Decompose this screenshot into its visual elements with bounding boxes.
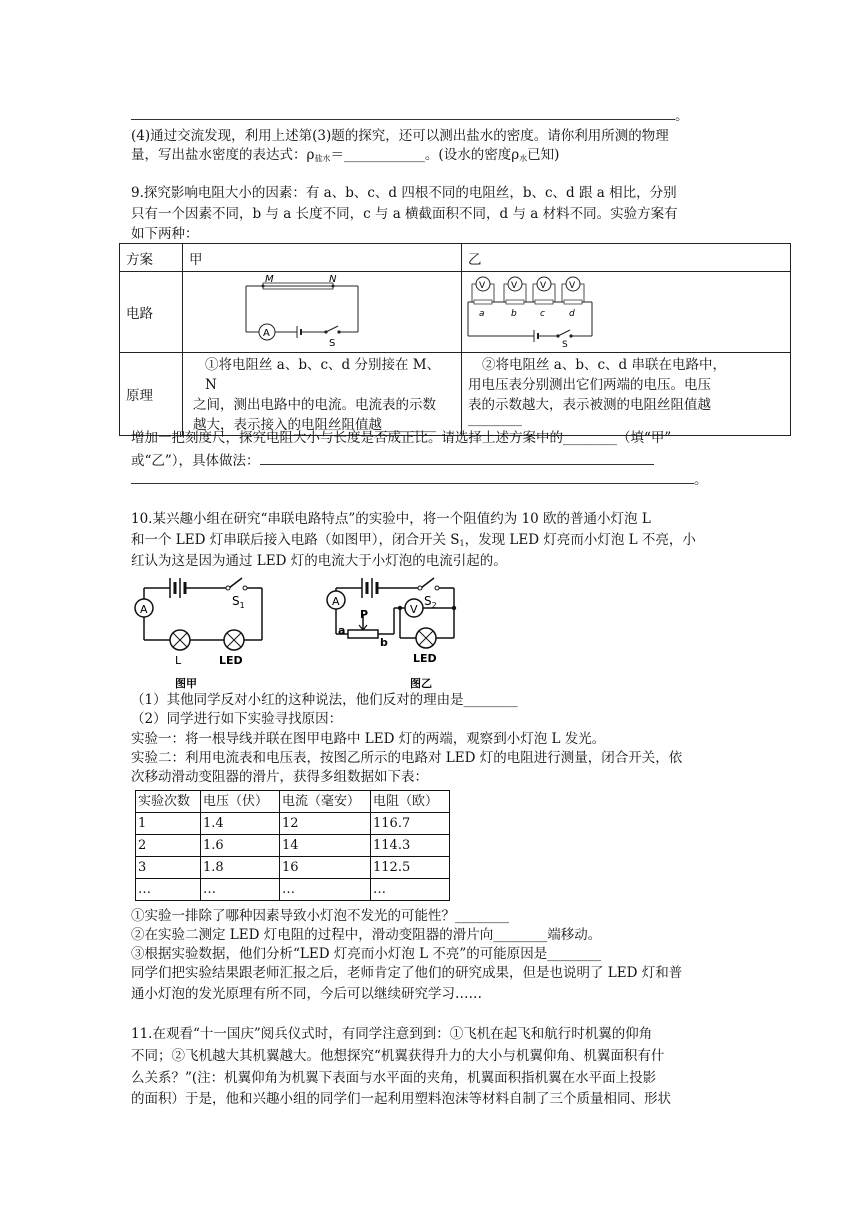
q11-line2: 不同；②飞机越大其机翼越大。他想探究“机翼获得升力的大小与机翼仰角、机翼面积有什 <box>131 1048 665 1064</box>
q9-after-line1: 增加一把刻度尺，探究电阻大小与长度是否成正比。请选择上述方案中的________（填“甲” <box>131 430 672 446</box>
q11-line4: 的面积）于是，他和兴趣小组的同学们一起利用塑料泡沫等材料自制了三个质量相同、形状 <box>131 1091 671 1107</box>
table-header-row <box>136 791 450 813</box>
row-label-principle: 原理 <box>120 353 183 436</box>
q10-end-line1: 同学们把实验结果跟老师汇报之后，老师肯定了他们的研究成果，但是也说明了 LED 灯和普 <box>131 965 683 981</box>
table-row: 2 1.6 14 114.3 <box>136 835 450 857</box>
lamp-L-symbol <box>170 630 190 650</box>
table-header: 电阻（欧） <box>371 791 450 813</box>
q10-question-a: ①实验一排除了哪种因素导致小灯泡不发光的可能性？________ <box>131 908 509 924</box>
label-V: V <box>479 281 486 291</box>
label-a: a <box>338 624 346 637</box>
label-a: a <box>479 309 485 319</box>
figure-jia-circuit <box>128 568 278 692</box>
q10-sub2: （2）同学进行如下实验寻找原因： <box>131 711 343 727</box>
label-b: b <box>511 309 517 319</box>
caption-yi: 图乙 <box>410 677 432 690</box>
q10-line1: 10.某兴趣小组在研究“串联电路特点”的实验中，将一个阻值约为 10 欧的普通小灯泡 L <box>131 511 651 527</box>
jia-principle: ①将电阻丝 a、b、c、d 分别接在 M、 N 之间，测出电路中的电流。电流表的示数 越大，表示接入的电阻丝阻值越________ <box>183 353 462 436</box>
label-LED: LED <box>219 654 243 667</box>
led-symbol <box>224 630 244 650</box>
header-jia: 甲 <box>183 244 462 272</box>
q11-line3: 么关系？”(注：机翼仰角为机翼下表面与水平面的夹角，机翼面积指机翼在水平面上投影 <box>131 1070 657 1086</box>
switch-symbol <box>558 330 570 336</box>
switch-symbol <box>418 586 422 590</box>
label-S2: $S_2$ <box>424 594 437 610</box>
label-c: c <box>540 309 545 319</box>
label-V: V <box>410 603 418 616</box>
q10-exp2-line2: 次移动滑动变阻器的滑片，获得多组数据如下表： <box>131 769 428 785</box>
switch-symbol <box>326 326 338 332</box>
label-A: A <box>263 328 270 339</box>
label-S: S <box>562 340 568 348</box>
header-scheme: 方案 <box>120 244 183 272</box>
label-V: V <box>569 281 576 291</box>
table-header: 电压（伏） <box>201 791 280 813</box>
q9-line1: 9.探究影响电阻大小的因素：有 a、b、c、d 四根不同的电阻丝，b、c、d 跟 a 相比，分别 <box>131 185 677 201</box>
q9-answer-line: 。 <box>131 469 708 490</box>
table-header: 电流（毫安） <box>280 791 371 813</box>
q10-line2: 和一个 LED 灯串联后接入电路（如图甲），闭合开关 $S_1$，发现 LED 灯亮而小灯泡 L 不亮，小 <box>131 532 696 548</box>
yi-circuit-cell <box>462 272 791 353</box>
battery-symbol <box>362 578 377 598</box>
q10-question-c: ③根据实验数据，他们分析“LED 灯亮而小灯泡 L 不亮”的可能原因是________ <box>131 946 602 962</box>
caption-jia: 图甲 <box>175 677 197 690</box>
table-header: 实验次数 <box>136 791 201 813</box>
answer-blank[interactable] <box>131 105 675 120</box>
q10-exp2-line1: 实验二：利用电流表和电压表，按图乙所示的电路对 LED 灯的电阻进行测量，闭合开关，依 <box>131 750 683 766</box>
q8-part4-line1: (4)通过交流发现，利用上述第(3)题的探究，还可以测出盐水的密度。请你利用所测的物理 <box>131 128 669 144</box>
q11-line1: 11.在观看“十一国庆”阅兵仪式时，有同学注意到到：①飞机在起飞和航行时机翼的仰角 <box>131 1026 653 1042</box>
header-yi: 乙 <box>462 244 791 272</box>
label-A: A <box>140 603 148 616</box>
label-b: b <box>380 636 388 649</box>
q10-sub1: （1）其他同学反对小红的这种说法，他们反对的理由是________ <box>131 692 518 708</box>
jia-circuit-diagram <box>183 272 461 348</box>
label-S1: $S_1$ <box>232 594 245 610</box>
label-M: M <box>265 274 274 285</box>
q8-part4-line2: 量，写出盐水密度的表达式：$\rho_{盐水}=\_\_\_\_\_\_\_\_\_\_\_\_$。(设水的密度$\rho_水$已知) <box>131 147 560 163</box>
answer-blank[interactable] <box>260 450 654 465</box>
label-LED: LED <box>413 652 437 665</box>
table-row: … … … … <box>136 879 450 901</box>
q10-end-line2: 通小灯泡的发光原理有所不同，今后可以继续研究学习…… <box>131 986 482 1002</box>
yi-principle: ②将电阻丝 a、b、c、d 串联在电路中， 用电压表分别测出它们两端的电压。电压 表的示数越大，表示被测的电阻丝阻值越 ________ <box>462 353 791 436</box>
battery-symbol <box>170 578 185 598</box>
label-S: S <box>329 338 336 348</box>
rheostat-symbol <box>348 630 378 638</box>
figure-yi-circuit <box>318 568 468 692</box>
yi-circuit-diagram <box>462 272 790 348</box>
label-L: L <box>175 654 182 667</box>
jia-circuit-cell <box>183 272 462 353</box>
q8-answer-line: 。 <box>131 105 689 126</box>
answer-blank[interactable] <box>131 469 694 484</box>
label-A: A <box>332 595 340 608</box>
q10-question-b: ②在实验二测定 LED 灯电阻的过程中，滑动变阻器的滑片向________端移动。 <box>131 927 602 943</box>
q9-scheme-table <box>119 243 791 436</box>
q10-exp1: 实验一：将一根导线并联在图甲电路中 LED 灯的两端，观察到小灯泡 L 发光。 <box>131 731 606 747</box>
q9-line3: 如下两种： <box>131 226 199 242</box>
label-V: V <box>511 281 518 291</box>
table-row: 3 1.8 16 112.5 <box>136 857 450 879</box>
q10-data-table <box>135 790 450 901</box>
q10-line3: 红认为这是因为通过 LED 灯的电流大于小灯泡的电流引起的。 <box>131 553 507 569</box>
label-V: V <box>540 281 547 291</box>
row-label-circuit: 电路 <box>120 272 183 353</box>
label-N: N <box>329 274 337 285</box>
label-d: d <box>569 309 575 319</box>
switch-symbol <box>226 586 230 590</box>
led-symbol <box>416 628 436 648</box>
q9-after-line2: 或“乙”），具体做法： <box>131 450 654 471</box>
label-P: P <box>360 608 369 621</box>
q9-line2: 只有一个因素不同，b 与 a 长度不同，c 与 a 横截面积不同，d 与 a 材料不同。实验方案有 <box>131 206 678 222</box>
table-row: 1 1.4 12 116.7 <box>136 813 450 835</box>
